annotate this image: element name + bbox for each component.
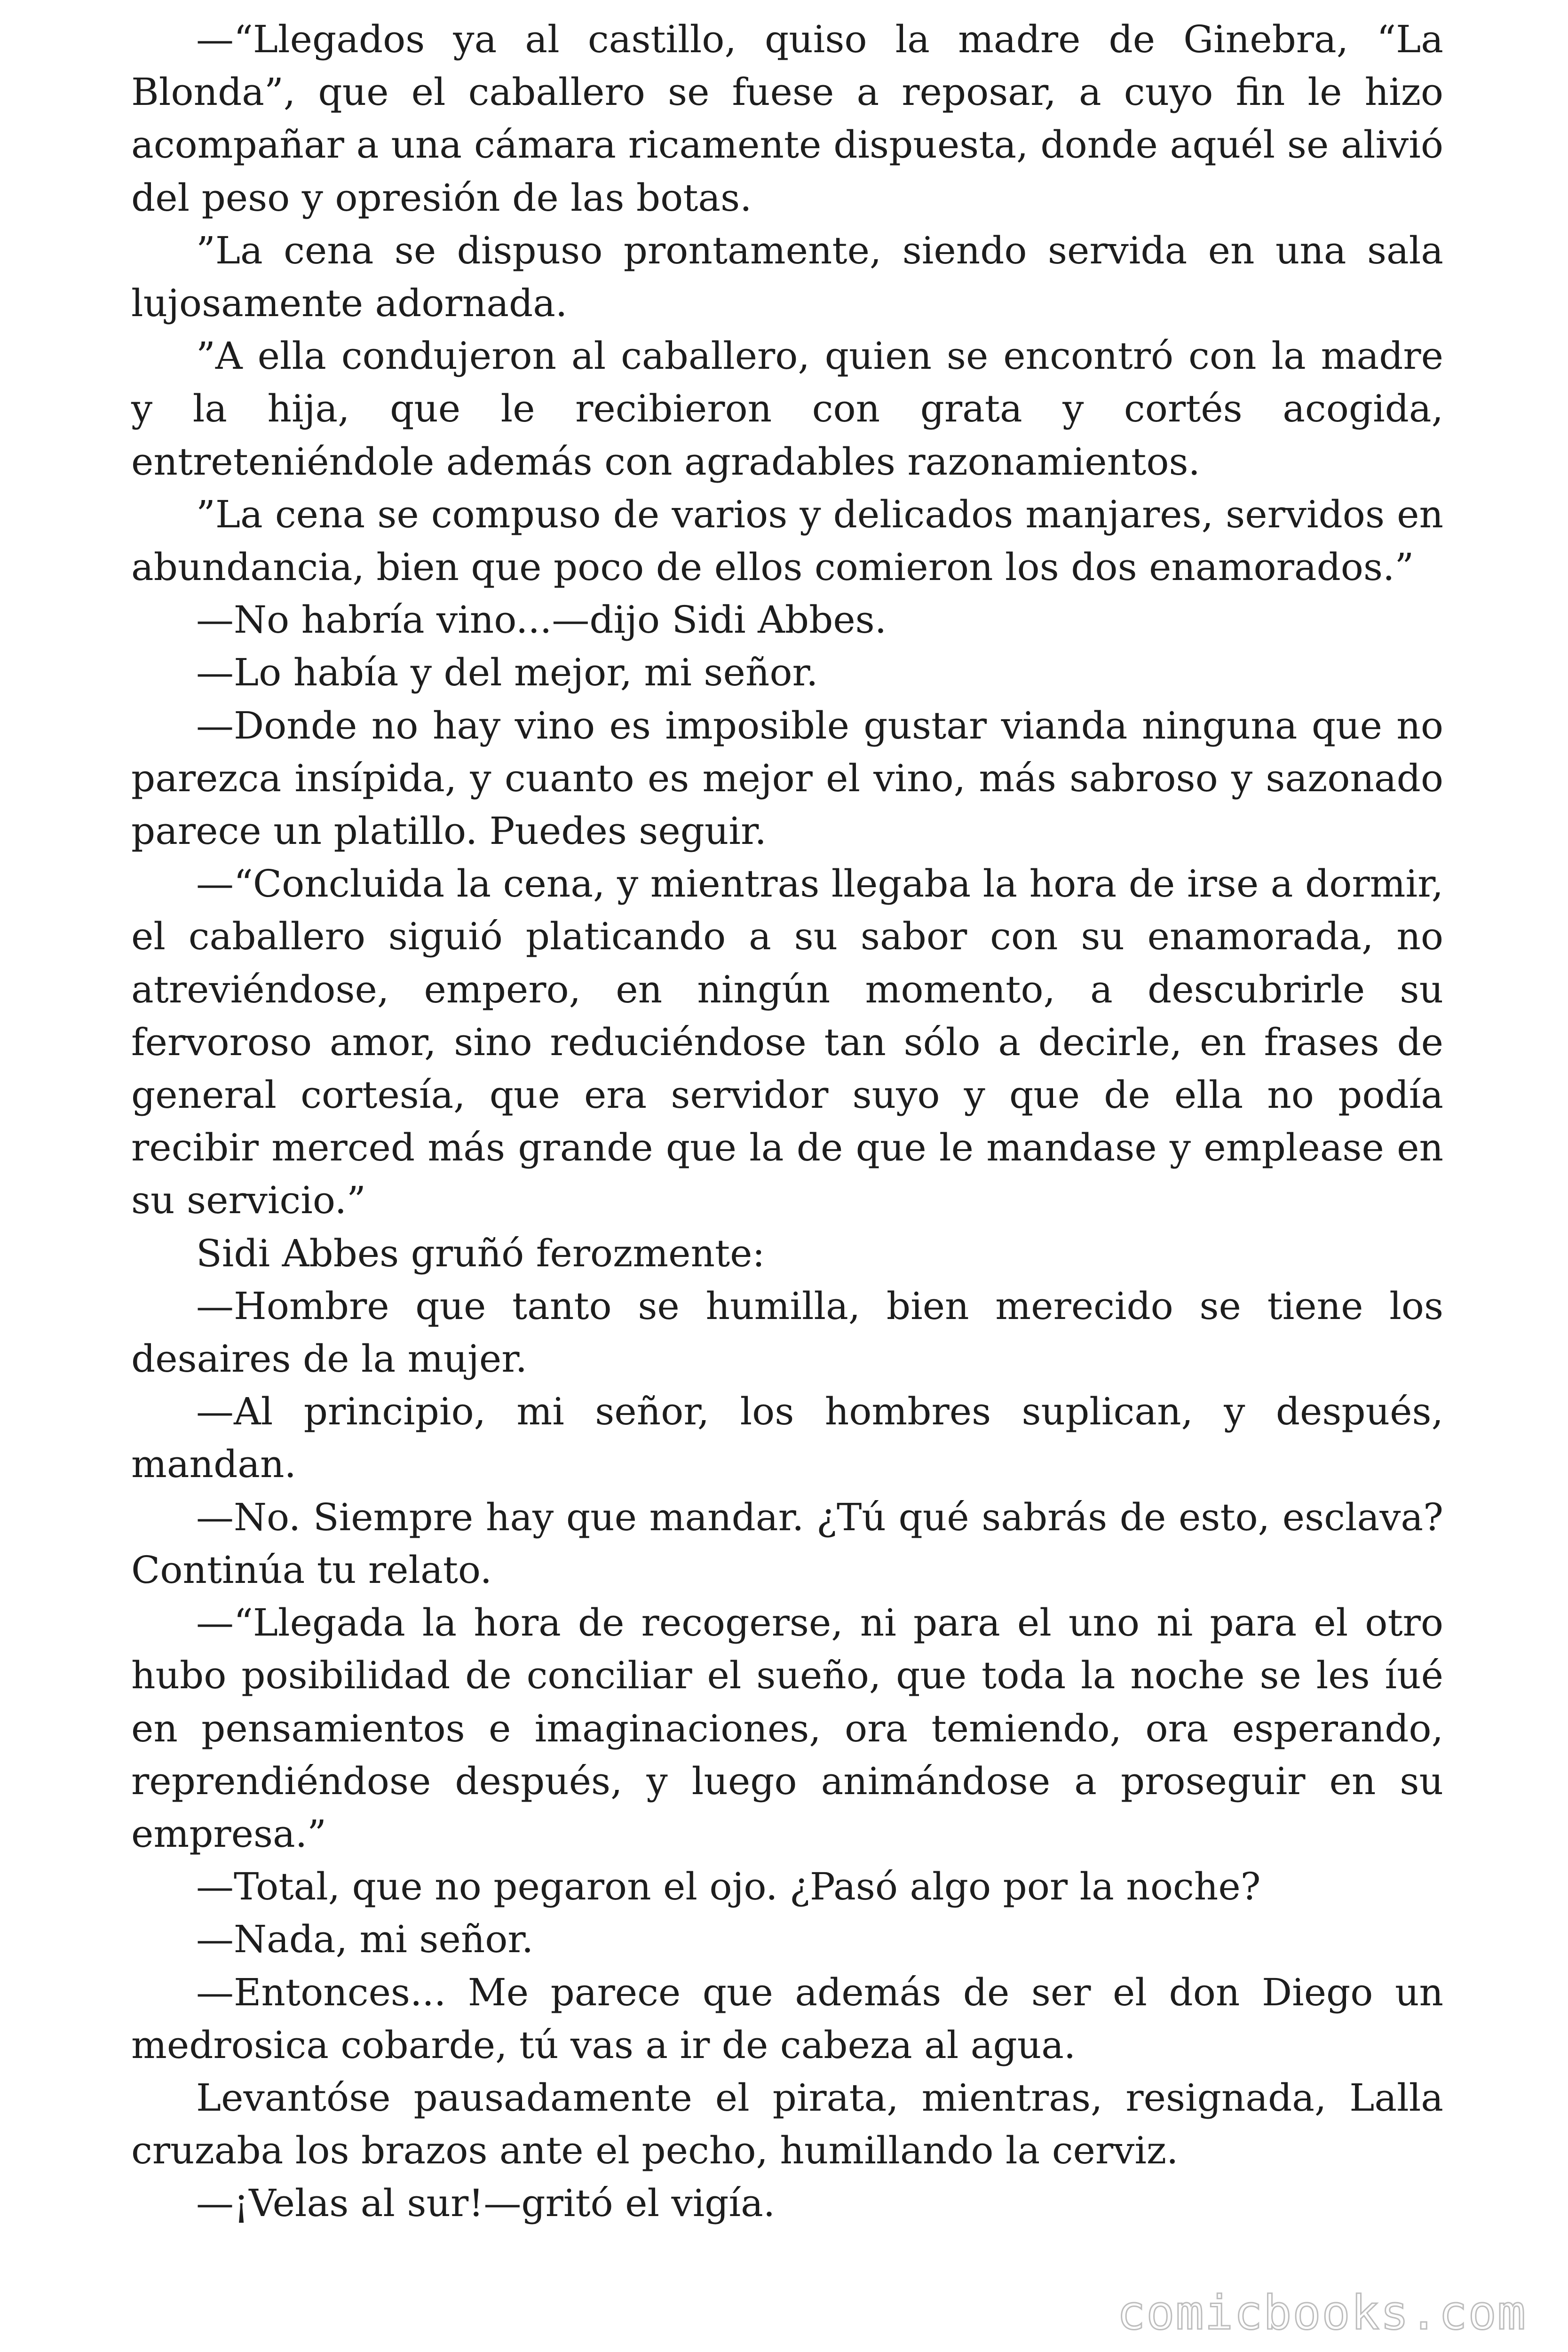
paragraph: ”La cena se compuso de varios y delicados manjares, servidos en abundancia, bien que poco de ellos comieron los dos enamorados.”	[131, 492, 1443, 589]
paragraph: —Nada, mi señor.	[196, 1917, 534, 1962]
paragraph: Sidi Abbes gruñó ferozmente:	[196, 1231, 765, 1275]
paragraph: ”A ella condujeron al caballero, quien se encontró con la madre y la hija, que le recibieron con grata y cortés acogida, entreteniéndole además con agradables razonamientos.	[131, 334, 1443, 484]
page-text-block	[131, 13, 1443, 2230]
paragraph: —No habría vino...—dijo Sidi Abbes.	[196, 598, 887, 642]
paragraph: —Hombre que tanto se humilla, bien merecido se tiene los desaires de la mujer.	[131, 1284, 1443, 1381]
paragraph: —“Concluida la cena, y mientras llegaba la hora de irse a dormir, el caballero siguió platicando a su sabor con su enamorada, no atreviéndose, empero, en ningún momento, a descubrirle su fervoroso amor, sino reduciéndose tan sólo a decirle, en frases de general cortesía, que era servidor suyo y que de ella no podía recibir merced más grande que la de que le mandase y emplease en su servicio.”	[131, 862, 1443, 1223]
paragraph: —Al principio, mi señor, los hombres suplican, y después, mandan.	[131, 1390, 1443, 1486]
watermark: comicbooks.com	[1117, 2285, 1527, 2340]
paragraph: —¡Velas al sur!—gritó el vigía.	[196, 2181, 776, 2225]
paragraph: —No. Siempre hay que mandar. ¿Tú qué sabrás de esto, esclava? Continúa tu relato.	[131, 1495, 1443, 1592]
paragraph: Levantóse pausadamente el pirata, mientras, resignada, Lalla cruzaba los brazos ante el pecho, humillando la cerviz.	[131, 2075, 1443, 2173]
paragraph: —Donde no hay vino es imposible gustar vianda ninguna que no parezca insípida, y cuanto es mejor el vino, más sabroso y sazonado parece un platillo. Puedes seguir.	[131, 703, 1443, 853]
paragraph: —“Llegados ya al castillo, quiso la madre de Ginebra, “La Blonda”, que el caballero se fuese a reposar, a cuyo fin le hizo acompañar a una cámara ricamente dispuesta, donde aquél se alivió del peso y opresión de las botas.	[131, 17, 1443, 220]
paragraph: —Lo había y del mejor, mi señor.	[196, 651, 818, 695]
paragraph: ”La cena se dispuso prontamente, siendo servida en una sala lujosamente adornada.	[131, 228, 1443, 326]
paragraph: —“Llegada la hora de recogerse, ni para el uno ni para el otro hubo posibilidad de conciliar el sueño, que toda la noche se les íué en pensamientos e imaginaciones, ora temiendo, ora esperando, reprendiéndose después, y luego animándose a proseguir en su empresa.”	[131, 1601, 1443, 1856]
paragraph: —Total, que no pegaron el ojo. ¿Pasó algo por la noche?	[196, 1865, 1261, 1909]
paragraph: —Entonces... Me parece que además de ser el don Diego un medrosica cobarde, tú vas a ir de cabeza al agua.	[131, 1970, 1443, 2067]
